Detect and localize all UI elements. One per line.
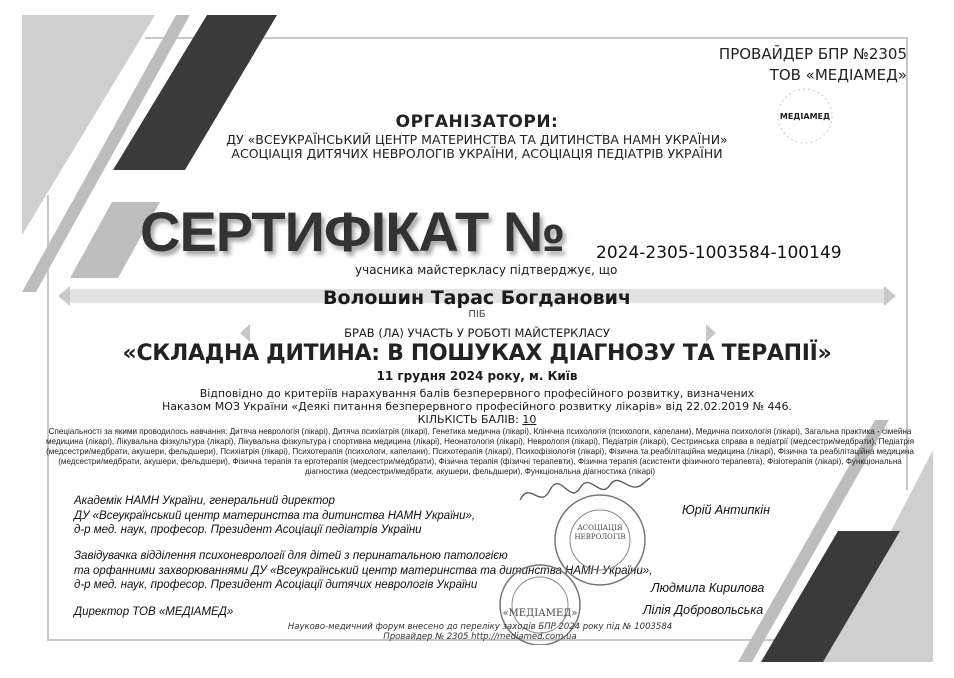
criteria-line-1: Відповідно до критеріїв нарахування балів безперервного професійного розвитку, визначених	[199, 387, 755, 400]
signatory-line: д-р мед. наук, професор. Президент Асоціації дитячих неврологів України	[74, 579, 478, 591]
signatory-line: та орфанними захворюваннями ДУ «Всеукраїнський центр материнства та дитинства НАМН України»,	[74, 564, 653, 577]
svg-text:НЕВРОЛОГІВ: НЕВРОЛОГІВ	[574, 533, 626, 541]
participant-name: Волошин Тарас Богданович	[322, 287, 631, 309]
signatory-1-title	[74, 494, 475, 538]
provider-info	[719, 44, 907, 86]
criteria-text	[0, 387, 954, 426]
footer-note	[260, 622, 700, 642]
signatory-line: ДУ «Всеукраїнський центр материнства та дитинства НАМН України»,	[74, 509, 476, 522]
organizer-1: ДУ «ВСЕУКРАЇНСЬКИЙ ЦЕНТР МАТЕРИНСТВА ТА ДИТИНСТВА НАМН УКРАЇНИ»	[226, 132, 728, 147]
footer-line-2: Провайдер № 2305 http://mediamed.com.ua	[383, 632, 577, 642]
svg-text:МЕДІАМЕД: МЕДІАМЕД	[779, 112, 831, 121]
event-title: «СКЛАДНА ДИТИНА: В ПОШУКАХ ДІАГНОЗУ ТА ТЕРАПІЇ»	[122, 341, 832, 366]
signatory-line: Завідувачка відділення психоневрології для дітей з перинатальною патологією	[74, 550, 508, 562]
specialties-list: Спеціальності за якими проводилось навчання: Дитяча неврологія (лікарі), Дитяча психіатрія (лікарі), Генетика медична (лікарі), Клінічна психологія (психологи, капелани), Медична психологія (лікарі), Загальна практика - сімейна медицина (лікарі), Лікувальна фізкультура (лікарі), Лікувальна фізкультура і спортивна медицина (лікарі), Неонатологія (лікарі), Неврологія (лікарі), Педіатрія (лікарі), Сестринська справа в педіатрії (медсестри/медбрати), Педіатрія (медсестри/медбрати, акушери, фельдшери), Психіатрія (лікарі), Психотерапія (психологи, капелани), Психотерапія (лікарі), Психофізіологія (лікарі), Фізична та реабілітаційна медицина (лікарі), Фізична та реабілітаційна медицина (медсестри/медбрати, акушери, фельдшери), Фізична терапія та ерготерапія (медсестри/медбрати), Фізична терапія (фізичні терапевти), Фізична терапія (асистенти фізичного терапевта), Фізіотерапія (лікарі), Функціональна діагностика (медсестри/медбрати, акушери, фельдшери), Функціональна діагностика (лікарі)	[45, 427, 915, 476]
signatory-2-name: Людмила Кирилова	[651, 581, 765, 595]
signatory-line: Академік НАМН України, генеральний директор	[74, 495, 335, 507]
provider-company: ТОВ «МЕДІАМЕД»	[769, 66, 907, 84]
signatory-3-name: Лілія Добровольська	[643, 603, 764, 617]
footer-line-1: Науково-медичний форум внесено до переліку заходів БПР 2024 року під № 1003584	[287, 622, 673, 632]
name-label: ПІБ	[468, 309, 486, 320]
points-value: 10	[522, 413, 537, 426]
organizer-2: АСОЦІАЦІЯ ДИТЯЧИХ НЕВРОЛОГІВ УКРАЇНИ, АСОЦІАЦІЯ ПЕДІАТРІВ УКРАЇНИ	[231, 146, 723, 161]
event-date: 11 грудня 2024 року, м. Київ	[376, 369, 578, 383]
confirm-text: учасника майстеркласу підтверджує, що	[355, 263, 618, 277]
svg-text:«МЕДІАМЕД»: «МЕДІАМЕД»	[502, 608, 578, 619]
signatory-1-name: Юрій Антипкін	[682, 503, 770, 517]
certificate-title: СЕРТИФІКАТ №	[140, 200, 565, 263]
points-label: КІЛЬКІСТЬ БАЛІВ:	[417, 413, 519, 426]
signature-icon	[520, 478, 650, 500]
signatures-and-stamps	[480, 470, 710, 645]
organizers-heading: ОРГАНІЗАТОРИ:	[395, 112, 559, 132]
provider-number: ПРОВАЙДЕР БПР №2305	[718, 45, 907, 63]
signatory-3-title: Директор ТОВ «МЕДІАМЕД»	[74, 606, 234, 618]
certificate-number: 2024-2305-1003584-100149	[596, 243, 842, 263]
participation-text: БРАВ (ЛА) УЧАСТЬ У РОБОТІ МАЙСТЕРКЛАСУ	[344, 326, 610, 340]
association-stamp-icon	[555, 495, 645, 585]
criteria-line-2: Наказом МОЗ України «Деякі питання безперервного професійного розвитку лікарів» від 22.02.2019 № 446.	[161, 400, 793, 413]
svg-text:АСОЦІАЦІЯ: АСОЦІАЦІЯ	[577, 524, 623, 532]
signatory-line: д-р мед. наук, професор. Президент Асоціації педіатрів України	[74, 524, 422, 536]
